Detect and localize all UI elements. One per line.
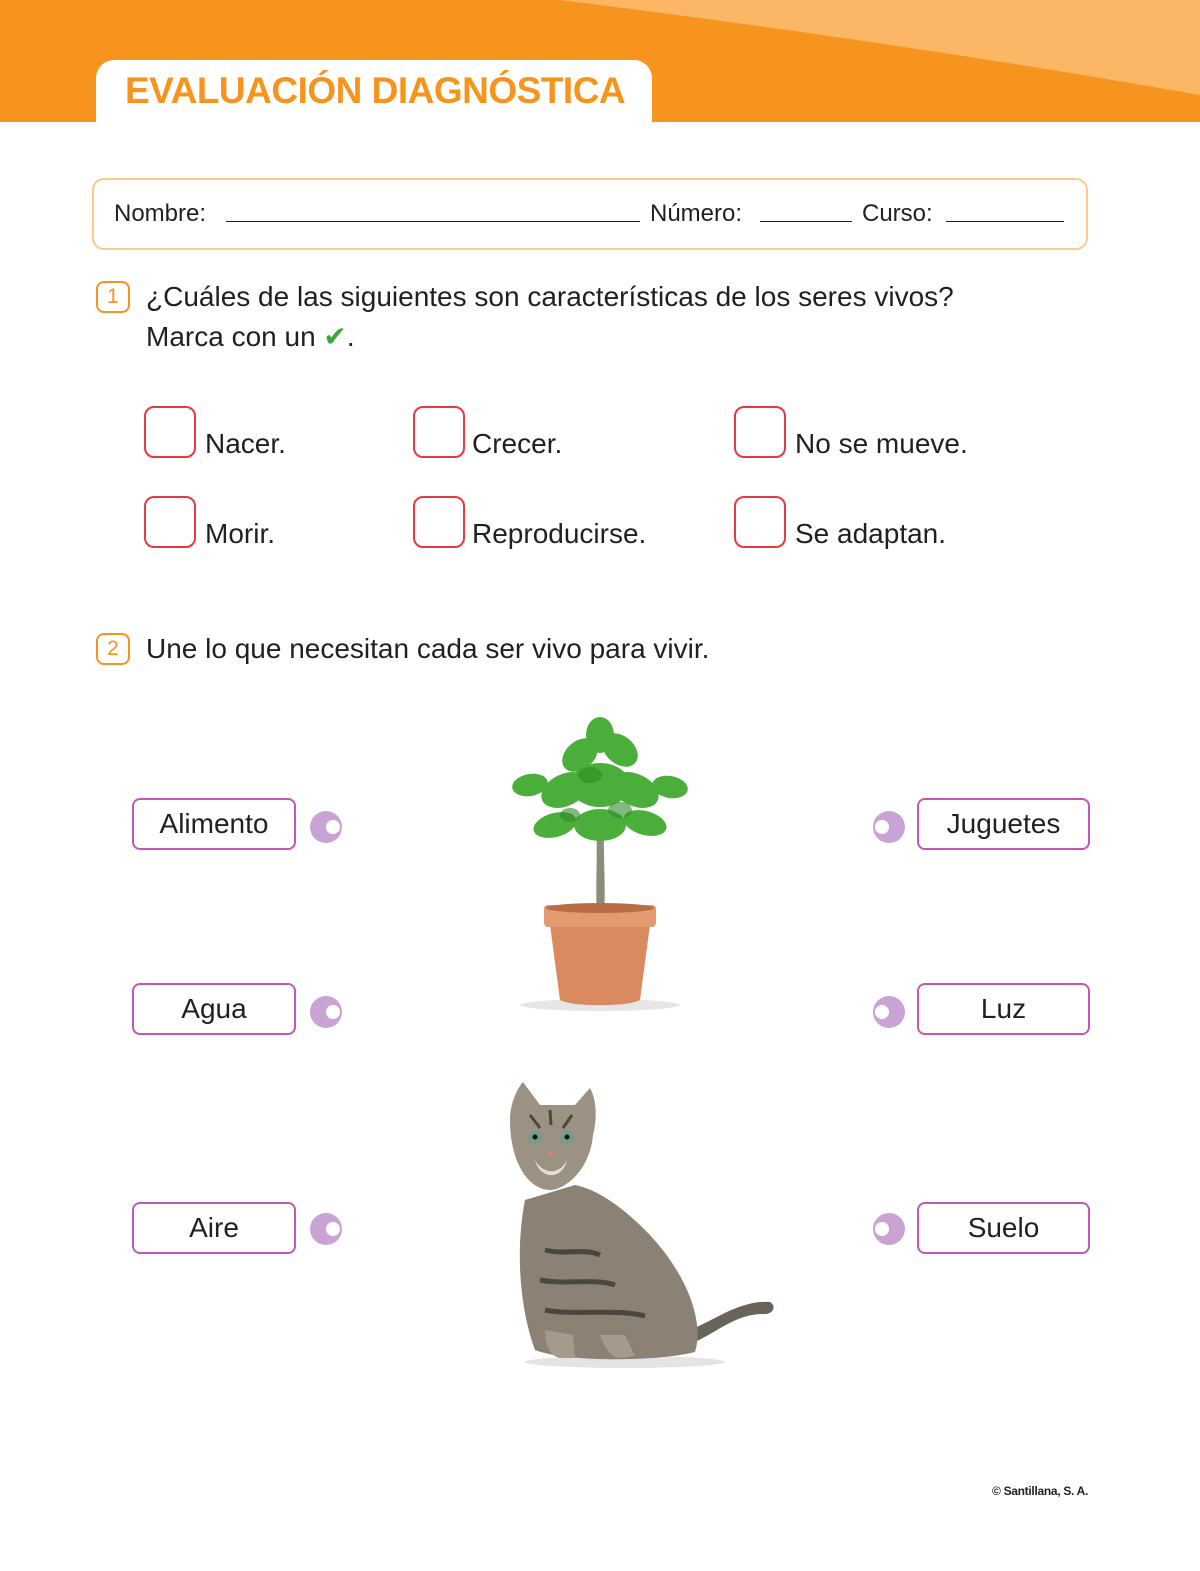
word-box-aire[interactable]: Aire [132, 1202, 296, 1254]
check-mark-icon: ✔ [323, 321, 347, 352]
word-box-agua[interactable]: Agua [132, 983, 296, 1035]
course-field[interactable] [946, 221, 1064, 222]
course-label: Curso: [862, 200, 933, 227]
word-box-suelo[interactable]: Suelo [917, 1202, 1090, 1254]
connector-dot-icon[interactable] [872, 1212, 906, 1246]
connector-dot-icon[interactable] [872, 995, 906, 1029]
option-label: Se adaptan. [795, 518, 947, 549]
connector-dot-icon[interactable] [872, 810, 906, 844]
student-info-box [92, 178, 1088, 250]
option-label: Morir. [205, 518, 275, 549]
number-field[interactable] [760, 221, 852, 222]
checkbox-morir[interactable] [144, 496, 196, 548]
name-label: Nombre: [114, 200, 207, 227]
checkbox-nacer[interactable] [144, 406, 196, 458]
option-label: Nacer. [205, 428, 286, 459]
option-label: Crecer. [472, 428, 563, 459]
checkbox-crecer[interactable] [413, 406, 465, 458]
word-box-alimento[interactable]: Alimento [132, 798, 296, 850]
instruction-period: . [346, 321, 355, 352]
copyright-text: © Santillana, S. A. [992, 1484, 1089, 1498]
question-number-badge: 1 [96, 281, 130, 313]
number-label: Número: [650, 200, 743, 227]
connector-dot-icon[interactable] [309, 995, 343, 1029]
page-title: EVALUACIÓN DIAGNÓSTICA [125, 70, 626, 111]
connector-dot-icon[interactable] [309, 1212, 343, 1246]
question2-text: Une lo que necesitan cada ser vivo para vivir. [146, 633, 710, 664]
instruction-text: Marca con un [146, 321, 316, 352]
tabby-cat-image[interactable] [505, 1080, 780, 1370]
checkbox-se-adaptan[interactable] [734, 496, 786, 548]
connector-dot-icon[interactable] [309, 810, 343, 844]
question1-instruction [146, 320, 355, 353]
option-label: No se mueve. [795, 428, 968, 459]
plant-in-pot-image[interactable] [500, 715, 700, 1015]
question-number-badge: 2 [96, 633, 130, 665]
checkbox-reproducirse[interactable] [413, 496, 465, 548]
name-field[interactable] [226, 221, 640, 222]
word-box-luz[interactable]: Luz [917, 983, 1090, 1035]
option-label: Reproducirse. [472, 518, 647, 549]
question1-text: ¿Cuáles de las siguientes son características de los seres vivos? [146, 281, 954, 312]
word-box-juguetes[interactable]: Juguetes [917, 798, 1090, 850]
checkbox-no-se-mueve[interactable] [734, 406, 786, 458]
